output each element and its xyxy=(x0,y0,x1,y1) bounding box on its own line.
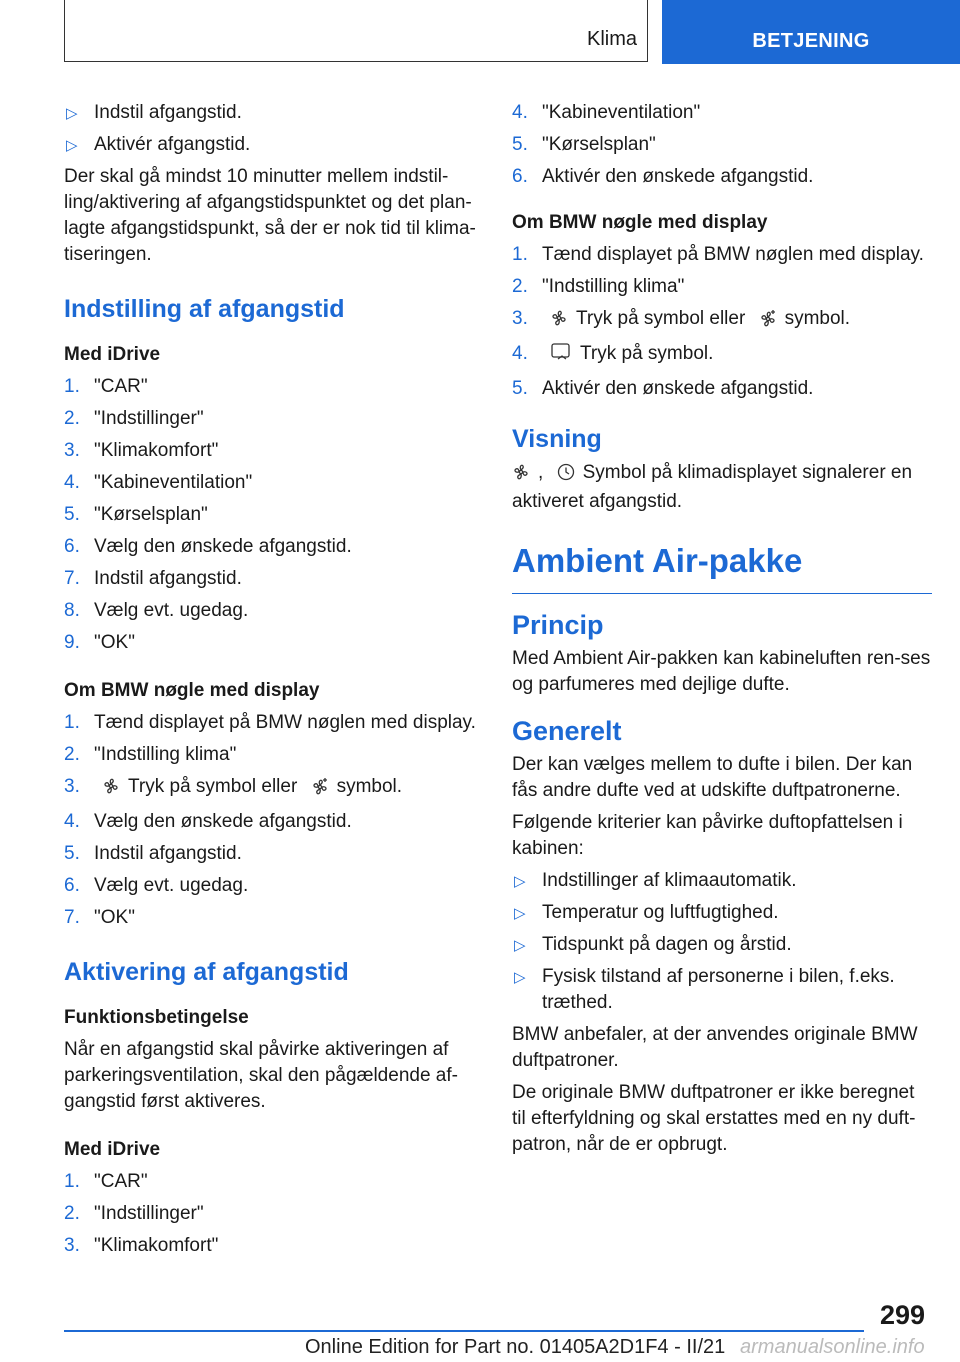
triangle-bullet-icon: ▷ xyxy=(514,969,526,986)
paragraph: Følgende kriterier kan påvirke duftopfattelsen i kabinen: xyxy=(512,812,903,859)
list-item: ▷ Temperatur og luftfugtighed. xyxy=(512,900,932,926)
key-display-icon xyxy=(550,342,572,370)
paragraph: Der kan vælges mellem to dufte i bilen. Der kan fås andre dufte ved at udskifte duftpatronerne. xyxy=(512,754,913,801)
list-item: 3. "Klimakomfort" xyxy=(64,1235,219,1256)
list-item: 1. Tænd displayet på BMW nøglen med display. xyxy=(512,244,924,265)
page-number: 299 xyxy=(880,1300,926,1330)
list-item: 5. Indstil afgangstid. xyxy=(64,843,242,864)
heading-ambient-air: Ambient Air-pakke xyxy=(512,541,932,594)
triangle-bullet-icon: ▷ xyxy=(514,937,526,954)
watermark: armanualsonline.info xyxy=(740,1336,925,1358)
paragraph: De originale BMW duftpatroner er ikke beregnet til efterfyldning og skal erstattes med en ny duft-patron, når de er opbrugt. xyxy=(512,1082,916,1155)
paragraph: BMW anbefaler, at der anvendes originale BMW duftpatroner. xyxy=(512,1024,918,1071)
list-idrive-activate xyxy=(64,1169,482,1259)
list-item: 7. Indstil afgangstid. xyxy=(64,568,242,589)
list-item: 6. Vælg den ønskede afgangstid. xyxy=(64,536,352,557)
list-item: 1. "CAR" xyxy=(64,1171,148,1192)
list-item: 2. "Indstillinger" xyxy=(64,408,204,429)
paragraph: Med Ambient Air-pakken kan kabineluften ren-ses og parfumeres med dejlige dufte. xyxy=(512,648,931,695)
list-item: 4. Tryk på symbol. xyxy=(512,341,932,370)
list-item: 6. Vælg evt. ugedag. xyxy=(64,875,249,896)
fan-plus-icon xyxy=(759,309,777,335)
heading-aktivering: Aktivering af afgangstid xyxy=(64,958,349,986)
triangle-bullet-icon: ▷ xyxy=(66,105,78,122)
fan-icon xyxy=(102,777,120,803)
list-item: 5. "Kørselsplan" xyxy=(64,504,208,525)
clock-icon xyxy=(557,463,575,489)
list-item: 3. Tryk på symbol eller symbol. xyxy=(512,306,932,335)
list-item: 3. Tryk på symbol eller symbol. xyxy=(64,774,482,803)
list-item: ▷ Indstil afgangstid. xyxy=(64,100,482,126)
footer-divider xyxy=(64,1330,864,1332)
list-item: 1. "CAR" xyxy=(64,376,148,397)
fan-icon xyxy=(550,309,568,335)
subheading-idrive: Med iDrive xyxy=(64,344,161,365)
heading-visning: Visning xyxy=(512,425,602,453)
list-item: ▷ Indstillinger af klimaautomatik. xyxy=(512,868,932,894)
list-item: ▷ Fysisk tilstand af personerne i bilen, f.eks. træthed. xyxy=(514,966,895,1013)
list-idrive-setting xyxy=(64,374,482,656)
paragraph: Når en afgangstid skal påvirke aktiveringen af parkeringsventilation, skal den pågældende af-gangstid først aktiveres. xyxy=(64,1039,458,1112)
fan-plus-icon xyxy=(311,777,329,803)
subheading-key-display-2: Om BMW nøgle med display xyxy=(512,212,768,233)
list-item: 1. Tænd displayet på BMW nøglen med display. xyxy=(64,712,476,733)
paragraph: Der skal gå mindst 10 minutter mellem indstil-ling/aktivering af afgangstidspunktet og det plan-lagte afgangstidspunkt, så der er nok tid til klima-tiseringen. xyxy=(64,166,476,265)
list-item: 4. "Kabineventilation" xyxy=(512,102,701,123)
chapter-tab: BETJENING xyxy=(662,0,960,64)
list-key-activate xyxy=(512,242,932,402)
heading-generelt: Generelt xyxy=(512,716,622,746)
right-column xyxy=(512,100,932,1164)
list-idrive-activate-cont xyxy=(512,100,932,190)
triangle-bullet-icon: ▷ xyxy=(514,905,526,922)
list-item: 2. "Indstilling klima" xyxy=(64,744,237,765)
footer-edition: Online Edition for Part no. 01405A2D1F4 - II/21 xyxy=(305,1336,726,1358)
list-item: 5. "Kørselsplan" xyxy=(512,134,656,155)
list-item: 5. Aktivér den ønskede afgangstid. xyxy=(512,378,814,399)
list-item: ▷ Aktivér afgangstid. xyxy=(64,132,482,158)
list-item: 9. "OK" xyxy=(64,632,135,653)
list-item: 2. "Indstillinger" xyxy=(64,1203,204,1224)
list-item: ▷ Tidspunkt på dagen og årstid. xyxy=(512,932,932,958)
list-item: 4. Vælg den ønskede afgangstid. xyxy=(64,811,352,832)
visning-paragraph: , Symbol på klimadisplayet signalerer en aktiveret afgangstid. xyxy=(512,462,913,512)
left-column xyxy=(64,100,482,1265)
bullet-list xyxy=(512,868,932,1016)
triangle-bullet-icon: ▷ xyxy=(514,873,526,890)
triangle-bullet-icon: ▷ xyxy=(66,137,78,154)
list-key-setting xyxy=(64,710,482,931)
list-item: 6. Aktivér den ønskede afgangstid. xyxy=(512,166,814,187)
subheading-funktionsbetingelse: Funktionsbetingelse xyxy=(64,1007,249,1028)
heading-princip: Princip xyxy=(512,610,604,640)
list-item: 4. "Kabineventilation" xyxy=(64,472,253,493)
heading-indstilling: Indstilling af afgangstid xyxy=(64,295,345,323)
fan-icon xyxy=(512,463,530,489)
list-item: 3. "Klimakomfort" xyxy=(64,440,219,461)
list-item: 2. "Indstilling klima" xyxy=(512,276,685,297)
subheading-key-display: Om BMW nøgle med display xyxy=(64,680,320,701)
list-item: 7. "OK" xyxy=(64,907,135,928)
header-frame xyxy=(64,0,648,62)
list-item: 8. Vælg evt. ugedag. xyxy=(64,600,249,621)
section-title: Klima xyxy=(586,28,637,50)
subheading-idrive-2: Med iDrive xyxy=(64,1139,161,1160)
